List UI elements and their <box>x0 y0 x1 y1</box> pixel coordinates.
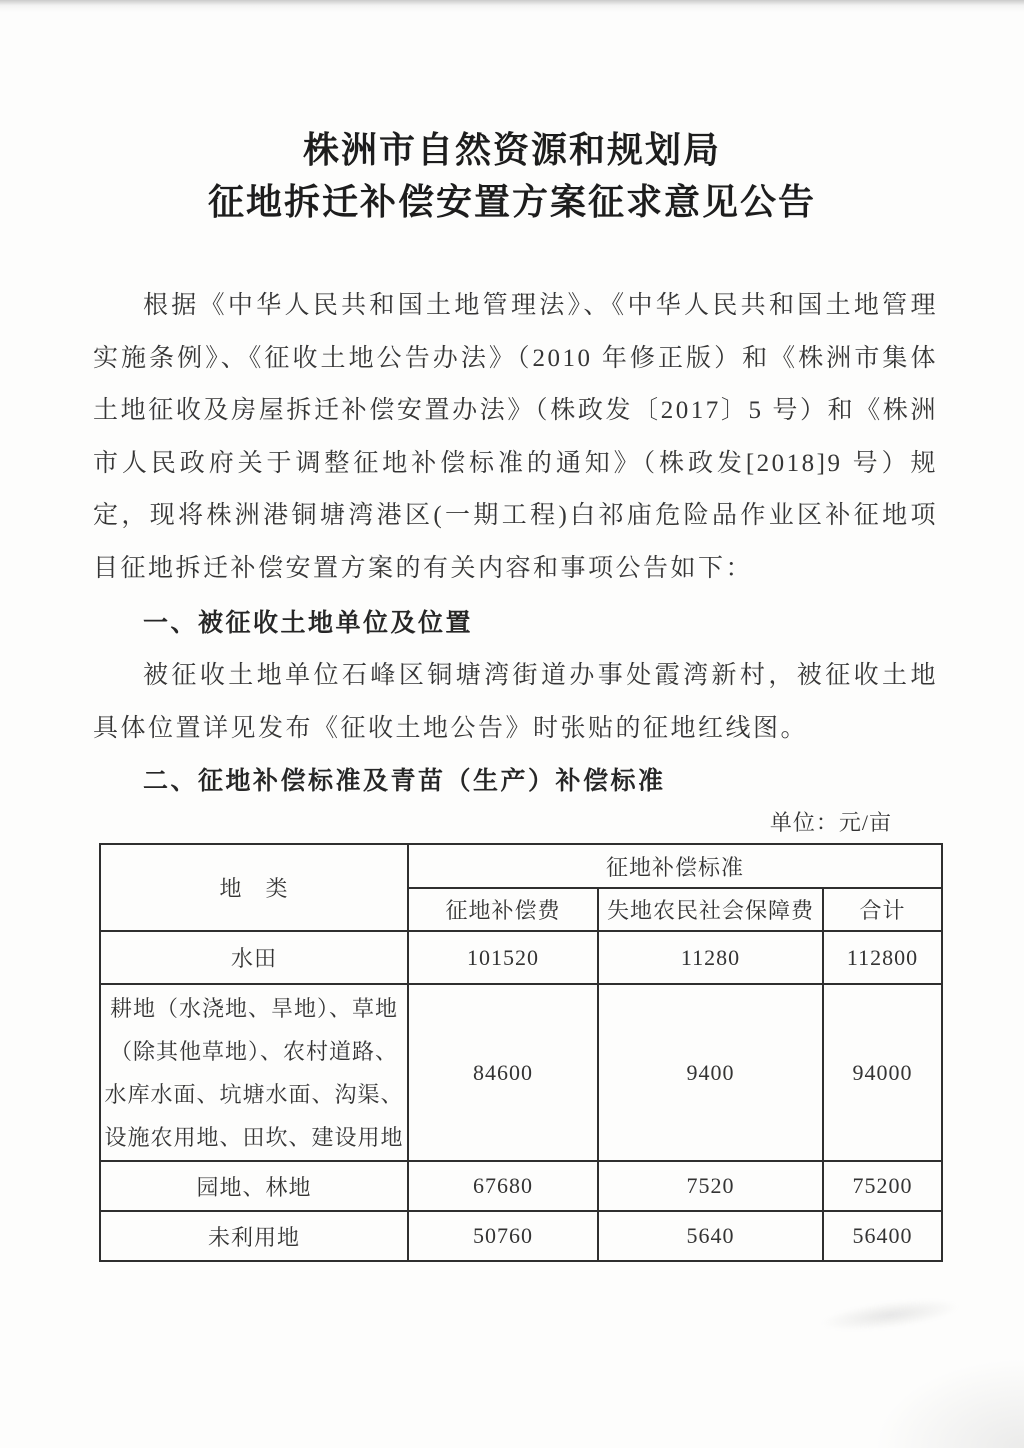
scan-corner-artifact <box>874 1358 1024 1448</box>
header-compensation-standard-group: 征地补偿标准 <box>408 844 942 888</box>
scan-smudge-artifact <box>819 1294 961 1337</box>
table-header-row-1 <box>100 844 942 888</box>
cell-land-type: 园地、林地 <box>100 1161 408 1211</box>
cell-land-type: 水田 <box>100 931 408 984</box>
intro-paragraph: 根据《中华人民共和国土地管理法》、《中华人民共和国土地管理实施条例》、《征收土地公告办法》（2010 年修正版）和《株洲市集体土地征收及房屋拆迁补偿安置办法》（株政发〔2017〕5 号）和《株洲市人民政府关于调整征地补偿标准的通知》（株政发[2018]9 号）规定，现将株洲港铜塘湾港区(一期工程)白祁庙危险品作业区补征地项目征地拆迁补偿安置方案的有关内容和事项公告如下： <box>93 292 938 582</box>
cell-total: 94000 <box>823 984 942 1161</box>
cell-compensation-fee: 84600 <box>408 984 598 1161</box>
header-compensation-fee: 征地补偿费 <box>408 888 598 931</box>
header-total: 合计 <box>823 888 942 931</box>
section2-heading: 二、征地补偿标准及青苗（生产）补偿标准 <box>143 768 666 795</box>
intro-paragraph-block <box>93 280 938 596</box>
cell-compensation-fee: 50760 <box>408 1211 598 1261</box>
scan-edge-artifact <box>0 0 1024 12</box>
cell-social-security-fee: 11280 <box>598 931 823 984</box>
cell-land-type: 未利用地 <box>100 1211 408 1261</box>
document-title <box>0 124 1024 228</box>
table-row <box>100 984 942 1161</box>
section2-heading-block <box>93 756 938 809</box>
cell-social-security-fee: 9400 <box>598 984 823 1161</box>
section1-heading-block <box>93 598 938 651</box>
table-row <box>100 1161 942 1211</box>
section1-paragraph-block <box>93 650 938 755</box>
cell-social-security-fee: 7520 <box>598 1161 823 1211</box>
header-land-type: 地 类 <box>100 844 408 931</box>
cell-total: 75200 <box>823 1161 942 1211</box>
table-unit-label: 单位：元/亩 <box>769 810 892 835</box>
document-title-line1: 株洲市自然资源和规划局 <box>302 130 721 170</box>
section1-paragraph: 被征收土地单位石峰区铜塘湾街道办事处霞湾新村，被征收土地具体位置详见发布《征收土地公告》时张贴的征地红线图。 <box>93 662 938 742</box>
compensation-standards-table <box>99 843 943 1262</box>
section1-heading: 一、被征收土地单位及位置 <box>143 610 474 637</box>
cell-land-type: 耕地（水浇地、旱地）、草地（除其他草地）、农村道路、水库水面、坑塘水面、沟渠、设施农用地、田坎、建设用地 <box>100 984 408 1161</box>
header-social-security-fee: 失地农民社会保障费 <box>598 888 823 931</box>
table-row <box>100 1211 942 1261</box>
cell-social-security-fee: 5640 <box>598 1211 823 1261</box>
cell-compensation-fee: 101520 <box>408 931 598 984</box>
cell-total: 112800 <box>823 931 942 984</box>
cell-compensation-fee: 67680 <box>408 1161 598 1211</box>
cell-total: 56400 <box>823 1211 942 1261</box>
document-title-line2: 征地拆迁补偿安置方案征求意见公告 <box>207 182 816 222</box>
table-row <box>100 931 942 984</box>
